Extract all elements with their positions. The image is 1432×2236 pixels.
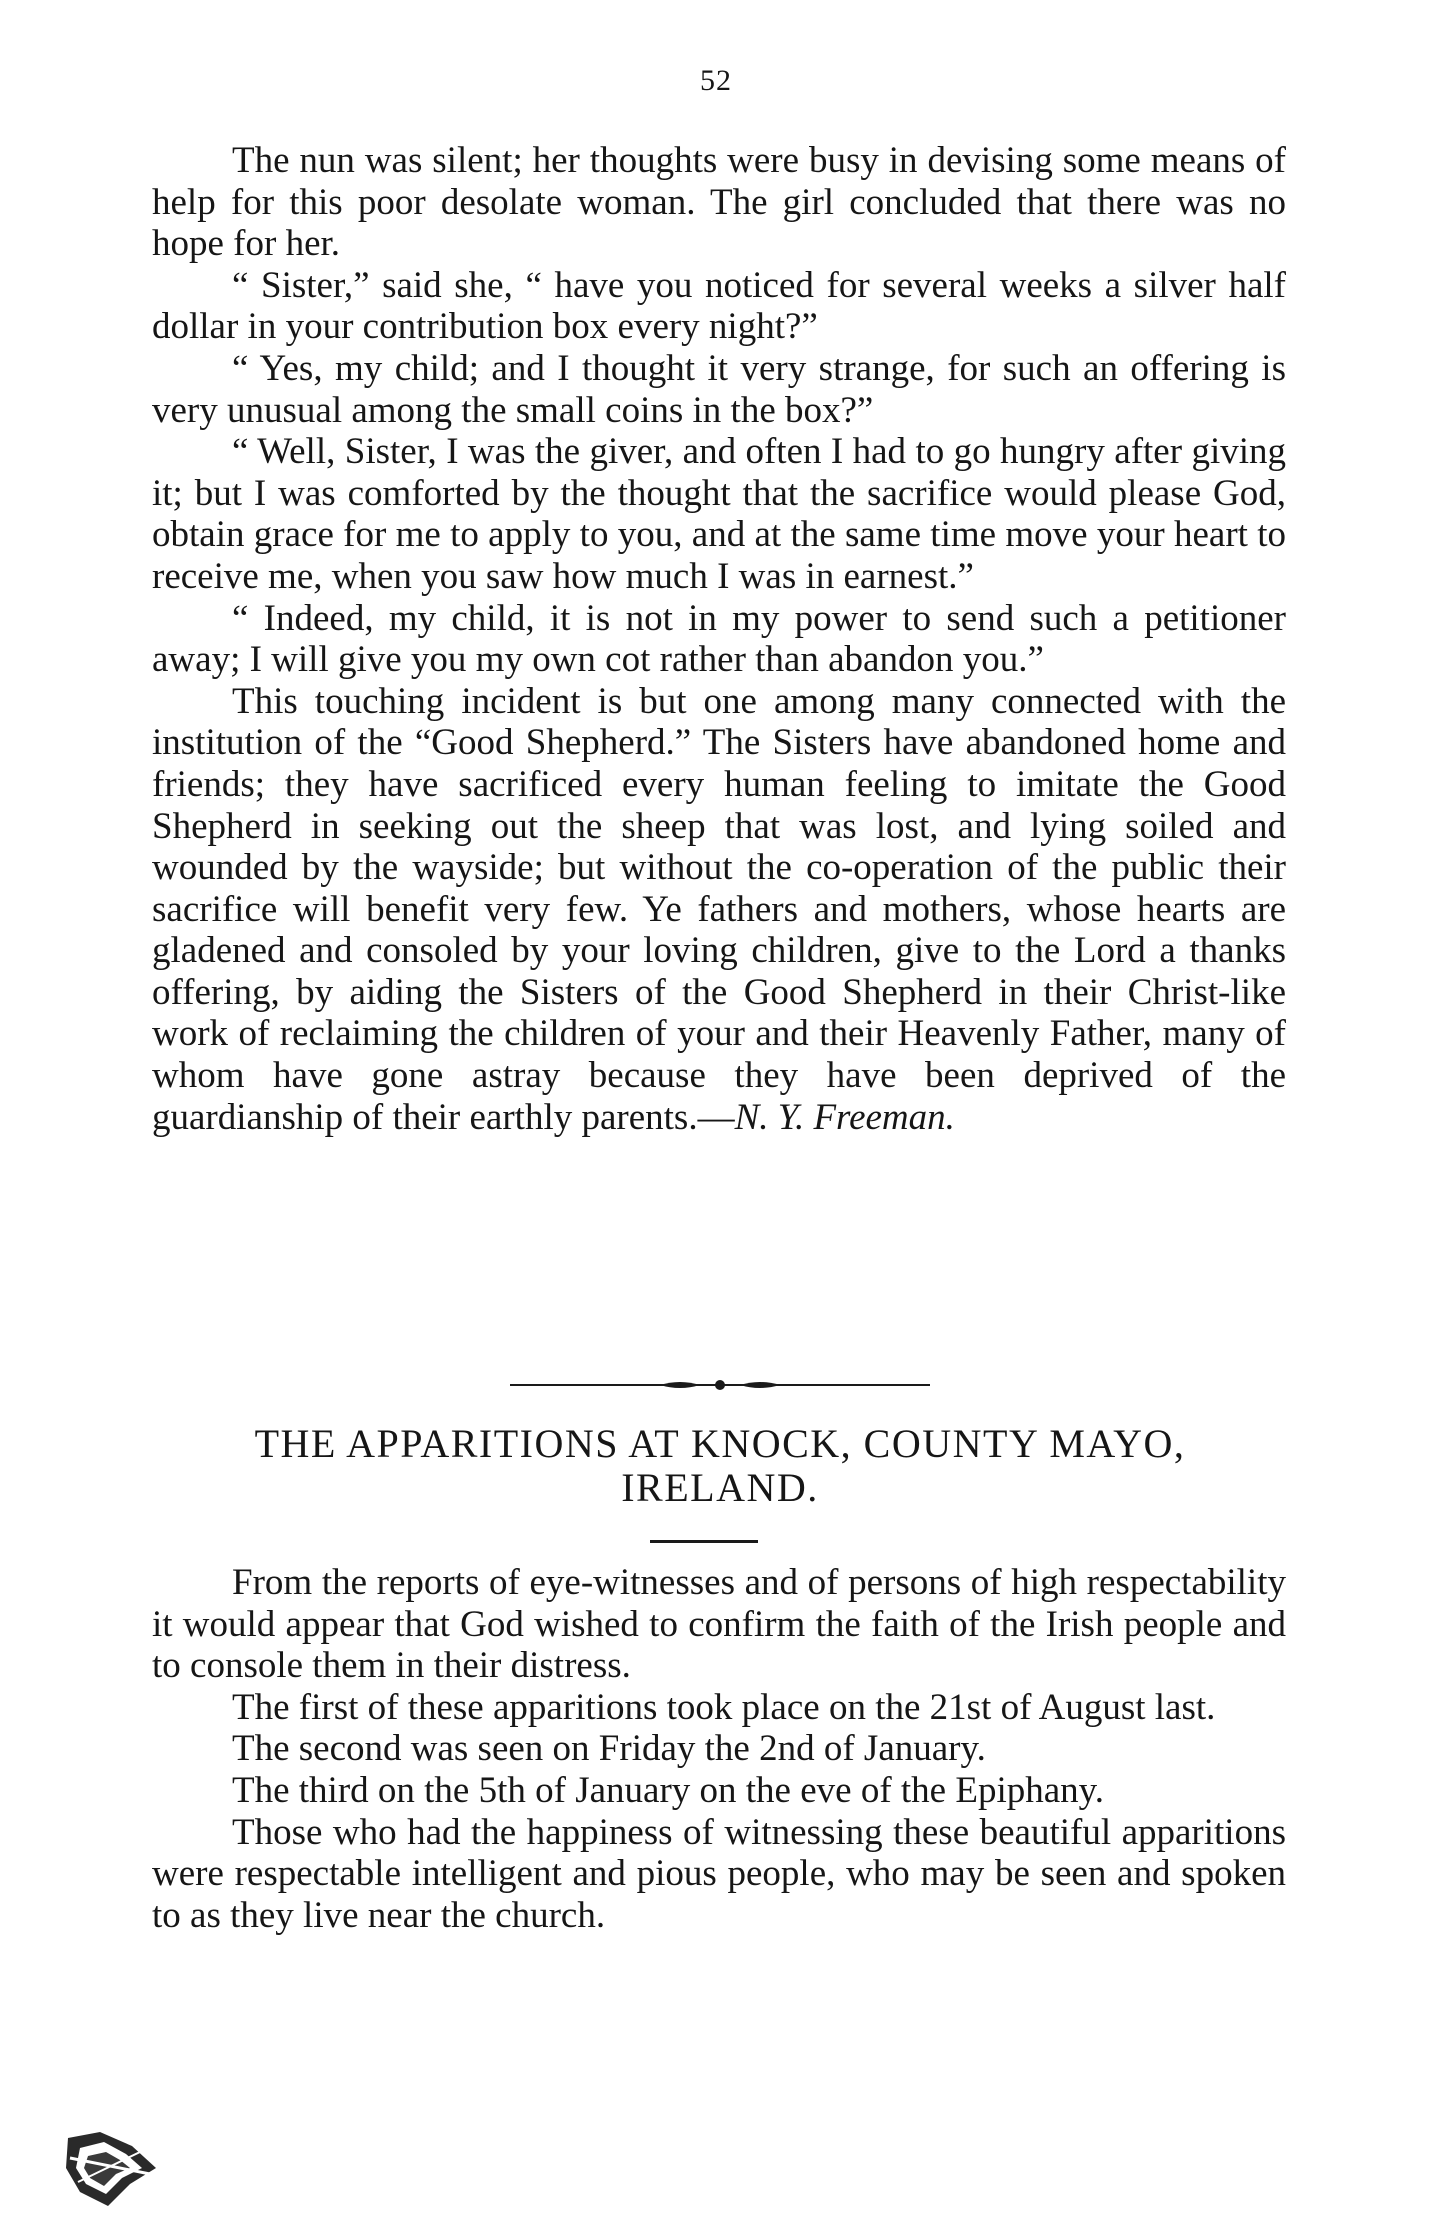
- section-heading: [160, 1422, 1280, 1510]
- paragraph-second-apparition: The second was seen on Friday the 2nd of January.: [232, 1728, 986, 1770]
- paragraph-silver-half-dollar: “ Sister,” said she, “ have you noticed for several weeks a silver half dollar in your contribution box every night?”: [152, 264, 1286, 348]
- section-heading-line-2: IRELAND.: [621, 1465, 819, 1510]
- section-heading-line-1: THE APPARITIONS AT KNOCK, COUNTY MAYO,: [254, 1421, 1186, 1466]
- paragraph-cot-rather-than-abandon: “ Indeed, my child, it is not in my power to send such a petitioner away; I will give you my own cot rather than abandon you.”: [152, 597, 1286, 681]
- heading-rule: [650, 1540, 758, 1543]
- paragraph-first-apparition: The first of these apparitions took place on the 21st of August last.: [232, 1686, 1216, 1728]
- paragraph-i-was-the-giver: “ Well, Sister, I was the giver, and often I had to go hungry after giving it; but I was comforted by the thought that the sacrifice would please God, obtain grace for me to apply to you, and at the same time move your heart to receive me, when you saw how much I was in earnest.”: [152, 431, 1286, 597]
- section-text-block: [152, 1562, 1286, 1936]
- appeal-text: This touching incident is but one among many connected with the institution of the “Good Shepherd.” The Sisters have abandoned home and friends; they have sacrificed every human feeling to imitate the Good Shepherd in seeking out the sheep that was lost, and lying soiled and wounded by the wayside; but without the co-operation of the public their sacrifice will benefit very few. Ye fathers and mothers, whose hearts are gladened and consoled by your loving children, give to the Lord a thanks offering, by aiding the Sisters of the Good Shepherd in their Christ-like work of reclaiming the children of your and their Heavenly Father, many of whom have gone astray because they have been deprived of the guardianship of their earthly parents.—: [152, 680, 1286, 1138]
- paragraph-third-apparition: The third on the 5th of January on the eve of the Epiphany.: [232, 1769, 1104, 1811]
- paragraph-good-shepherd-appeal: [152, 681, 1286, 1139]
- paragraph-strange-offering: “ Yes, my child; and I thought it very strange, for such an offering is very unusual among the small coins in the box?”: [152, 347, 1286, 431]
- page-number: 52: [700, 64, 732, 97]
- top-text-block: [152, 140, 1286, 1138]
- ornamental-rule-icon: [510, 1375, 930, 1395]
- attribution: N. Y. Freeman.: [734, 1096, 955, 1138]
- library-stamp-icon: [60, 2128, 160, 2210]
- paragraph-nun-silent: The nun was silent; her thoughts were busy in devising some means of help for this poor desolate woman. The girl concluded that there was no hope for her.: [152, 140, 1286, 265]
- paragraph-eye-witnesses: From the reports of eye-witnesses and of persons of high respectability it would appear that God wished to confirm the faith of the Irish people and to console them in their distress.: [152, 1562, 1286, 1687]
- paragraph-witnesses: Those who had the happiness of witnessing these beautiful apparitions were respectable intelligent and pious people, who may be seen and spoken to as they live near the church.: [152, 1811, 1286, 1936]
